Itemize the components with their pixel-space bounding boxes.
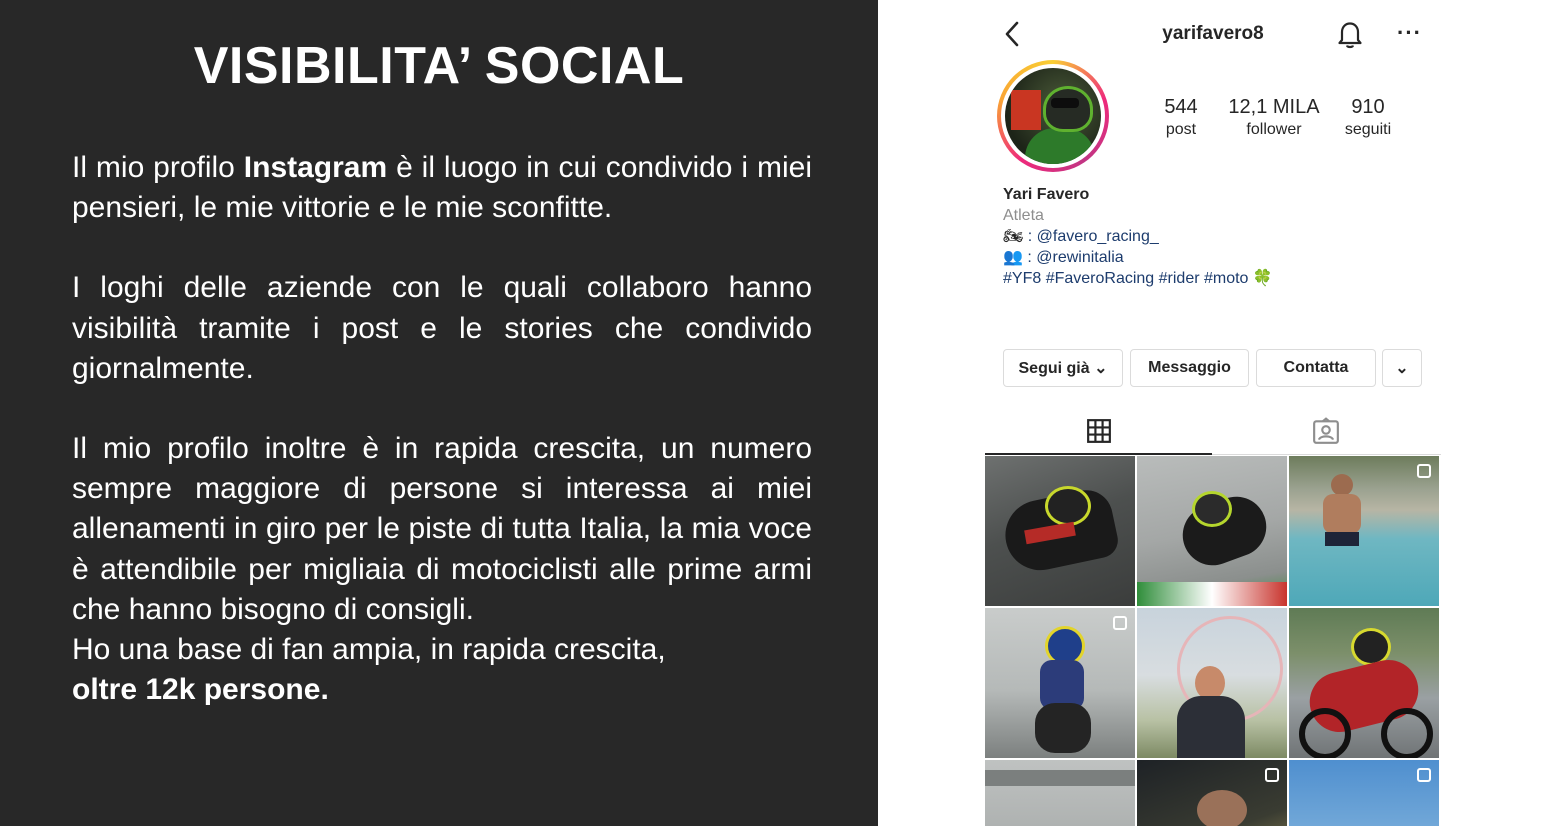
- people-icon: 👥: [1003, 249, 1023, 266]
- post-thumbnail[interactable]: [985, 760, 1135, 826]
- multiple-photos-icon: [1417, 464, 1431, 478]
- bio-line-racing: [1003, 226, 1423, 247]
- paragraph-4: Ho una base di fan ampia, in rapida crescita,: [72, 633, 666, 667]
- paragraph-2: I loghi delle aziende con le quali collaboro hanno visibilità tramite i post e le stories che condivido giornalmente.: [72, 271, 812, 385]
- multiple-photos-icon: [1113, 616, 1127, 630]
- category-label: Atleta: [1003, 207, 1044, 224]
- motorcycle-icon: 🏍: [1003, 228, 1024, 245]
- p1-text-end: è il luogo in cui condivido i miei pensieri, le mie vittorie e le mie sconfitte.: [72, 151, 812, 225]
- stat-following[interactable]: 910 seguiti: [1344, 96, 1392, 138]
- p1-bold: Instagram: [243, 151, 388, 184]
- profile-username: yarifavero8: [1162, 23, 1264, 44]
- paragraph-4-bold: [72, 670, 812, 710]
- paragraph-1: [72, 148, 812, 228]
- hashtags-link[interactable]: #YF8 #FaveroRacing #rider #moto: [1003, 270, 1249, 287]
- highlight-text: oltre 12k persone.: [72, 673, 329, 707]
- more-options-icon[interactable]: ···: [1397, 20, 1422, 45]
- slide-title: VISIBILITA’ SOCIAL: [193, 37, 685, 95]
- p1-text: Il mio profilo: [72, 151, 244, 184]
- stat-followers[interactable]: 12,1 MILA follower: [1228, 96, 1320, 138]
- mention-rewinitalia[interactable]: : @rewinitalia: [1022, 249, 1124, 266]
- post-thumbnail[interactable]: [1289, 608, 1439, 758]
- instagram-profile-screenshot: [985, 0, 1441, 826]
- paragraph-3: Il mio profilo inoltre è in rapida crescita, un numero sempre maggiore di persone si interessa ai miei allenamenti in giro per le piste di tutta Italia, la mia voce è attendibile per migliaia di motociclisti alle prime armi che hanno bisogno di consigli.: [72, 432, 812, 626]
- profile-tabs: [985, 410, 1441, 455]
- clover-icon: 🍀: [1252, 270, 1273, 287]
- grid-icon: [1086, 418, 1112, 444]
- contact-button[interactable]: Contatta: [1256, 349, 1376, 387]
- tab-posts-grid[interactable]: [985, 410, 1212, 455]
- post-thumbnail[interactable]: [1289, 456, 1439, 606]
- tab-tagged[interactable]: [1212, 410, 1441, 454]
- stat-posts[interactable]: 544 post: [1164, 96, 1198, 138]
- avatar-photo: [1005, 68, 1101, 164]
- bio-line-rewin: [1003, 247, 1423, 268]
- tagged-person-icon: [1312, 417, 1340, 445]
- post-thumbnail[interactable]: [985, 608, 1135, 758]
- mention-favero-racing[interactable]: : @favero_racing_: [1023, 228, 1159, 245]
- message-button[interactable]: Messaggio: [1130, 349, 1249, 387]
- post-thumbnail[interactable]: [1289, 760, 1439, 826]
- multiple-photos-icon: [1417, 768, 1431, 782]
- bio-hashtags: [1003, 268, 1423, 289]
- suggestions-chevron-button[interactable]: ⌄: [1382, 349, 1422, 387]
- post-thumbnail[interactable]: [1137, 456, 1287, 606]
- multiple-photos-icon: [1265, 768, 1279, 782]
- profile-bio: [1003, 184, 1423, 289]
- post-thumbnail[interactable]: [985, 456, 1135, 606]
- bell-icon[interactable]: [1335, 18, 1365, 50]
- slide-body: [72, 148, 812, 710]
- post-thumbnail[interactable]: [1137, 608, 1287, 758]
- top-bar: [985, 14, 1441, 54]
- post-thumbnail[interactable]: [1137, 760, 1287, 826]
- following-button[interactable]: Segui già ⌄: [1003, 349, 1123, 387]
- avatar[interactable]: [997, 60, 1109, 172]
- display-name: Yari Favero: [1003, 186, 1090, 203]
